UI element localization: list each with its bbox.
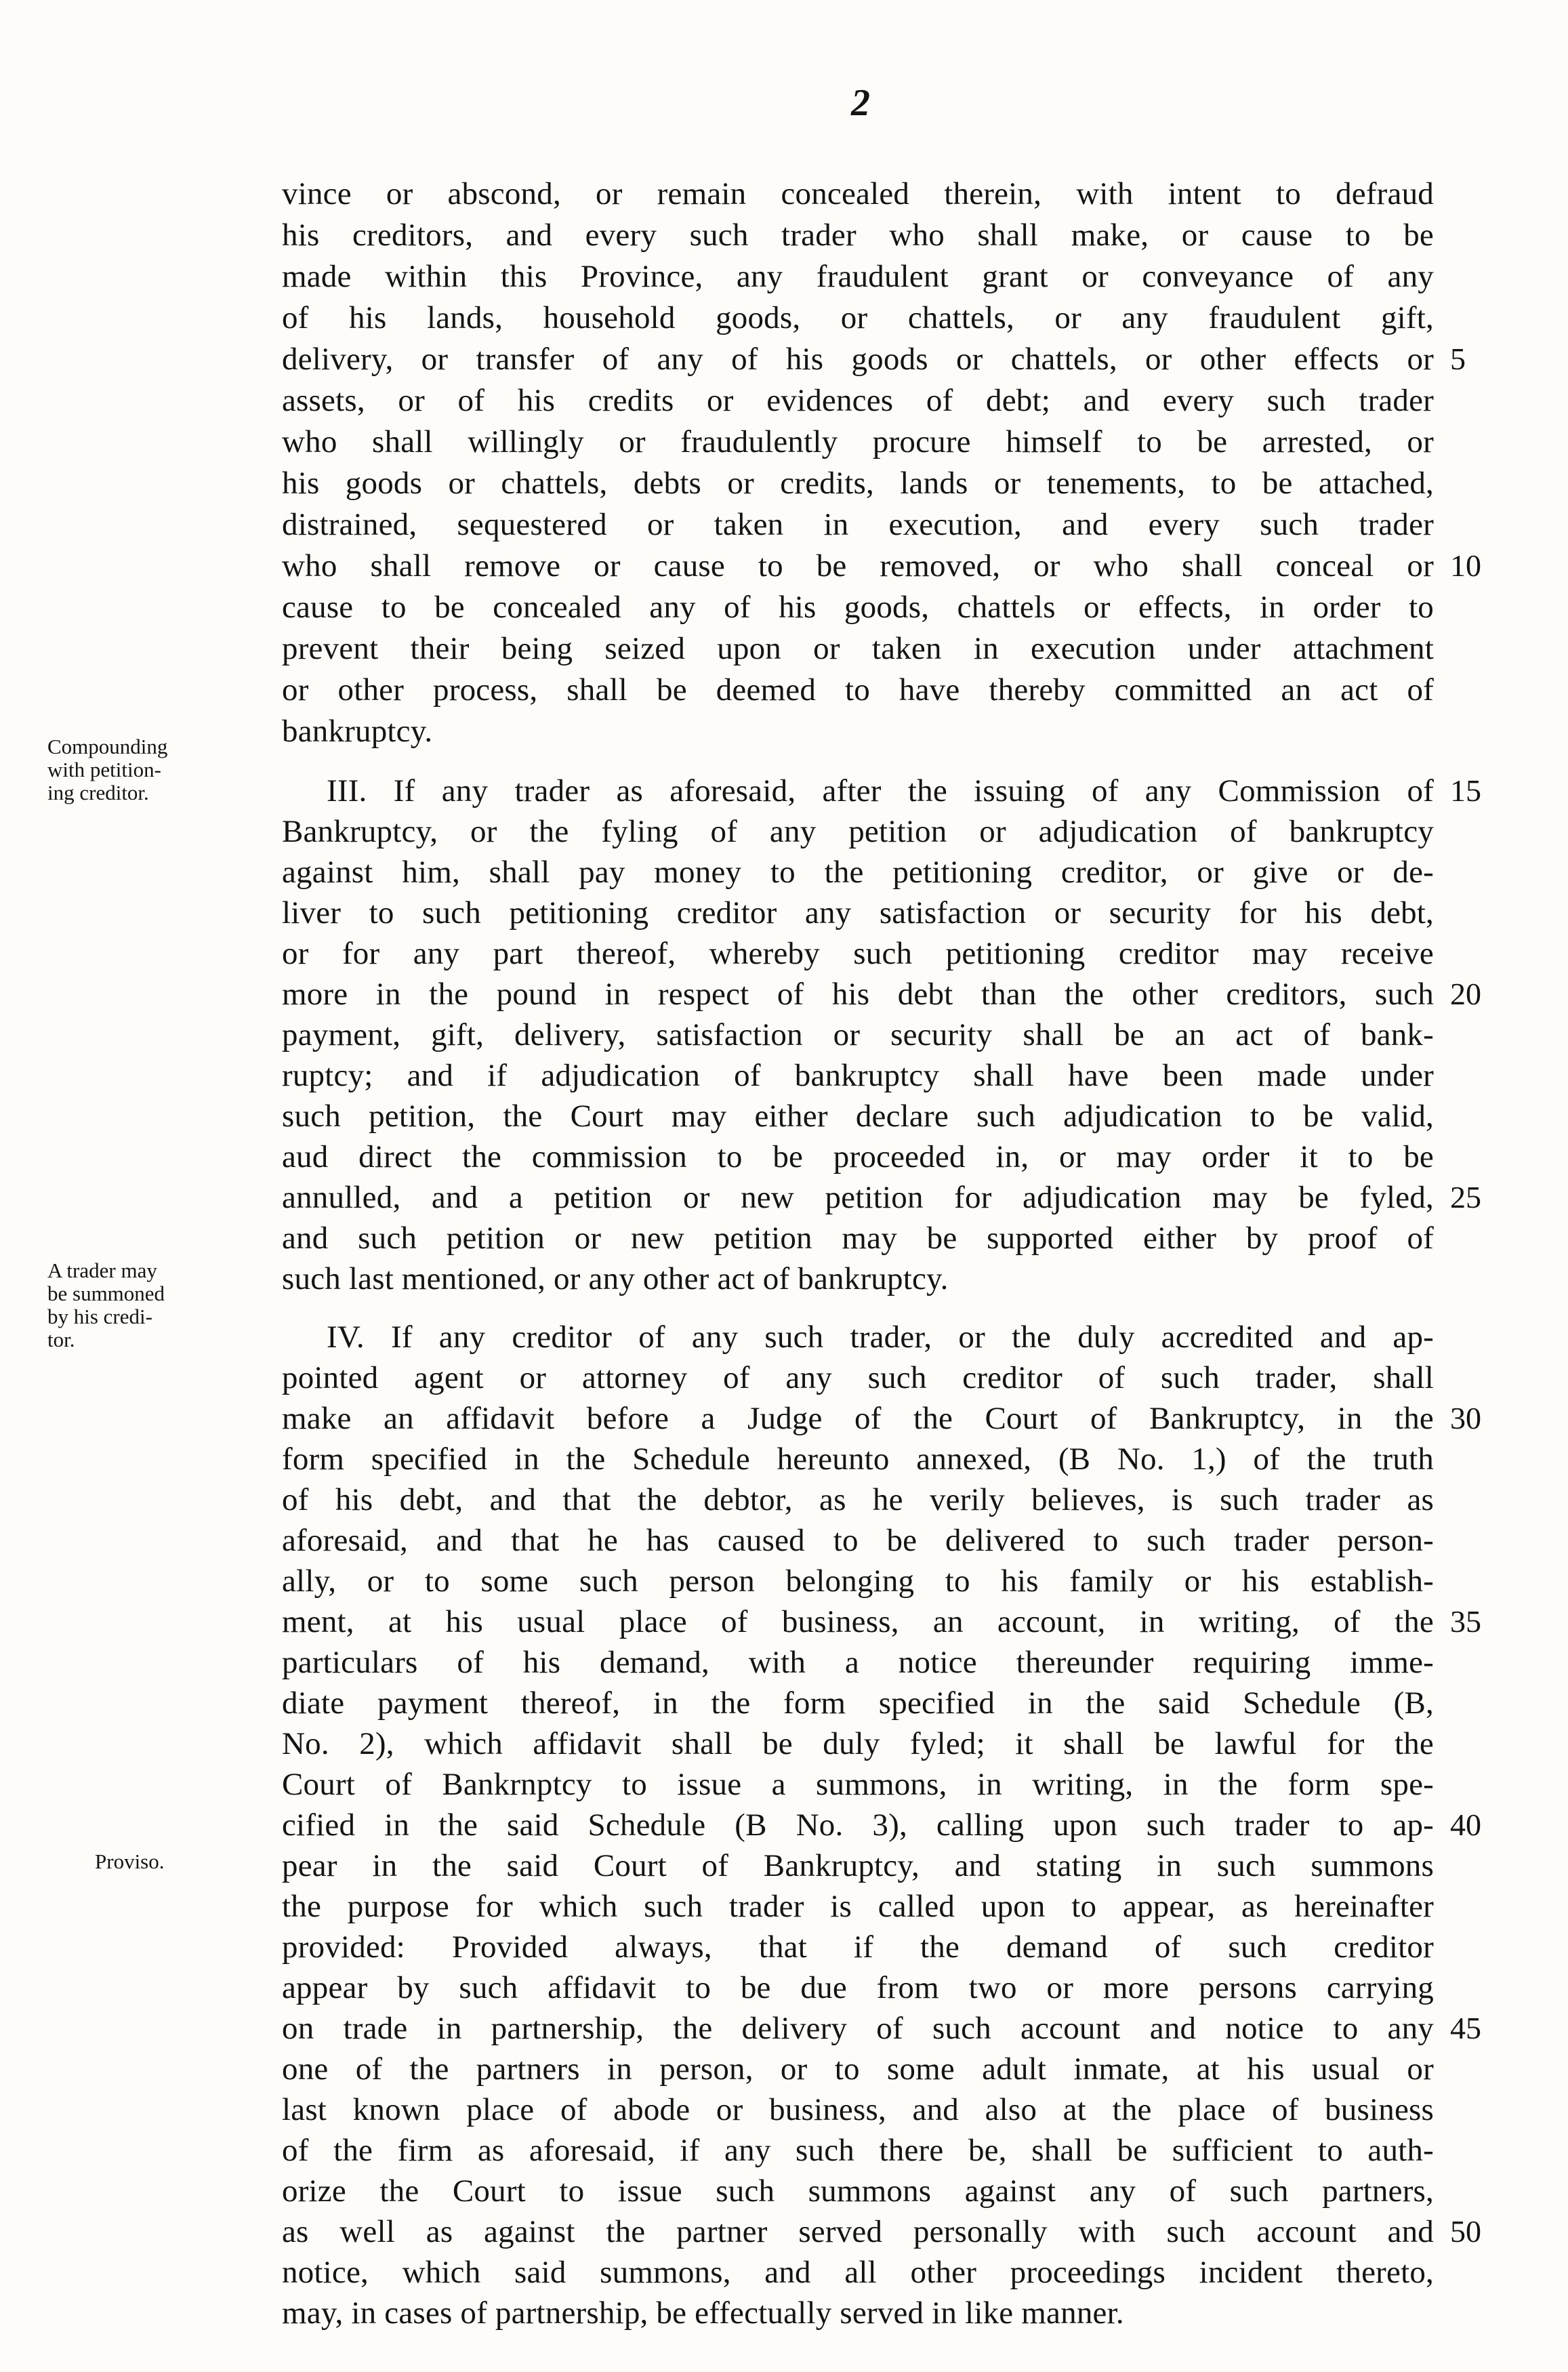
margin-note-proviso <box>95 1850 318 1873</box>
text-line: aud direct the commission to be proceeded in, or may order it to be <box>282 1139 1434 1174</box>
margin-note-line: with petition- <box>47 758 161 781</box>
margin-note-line: A trader may <box>47 1259 157 1282</box>
text-line: and such petition or new petition may be supported either by proof of <box>282 1221 1434 1256</box>
line-number: 25 <box>1450 1180 1481 1214</box>
text-line: on trade in partnership, the delivery of such account and notice to any <box>282 2011 1434 2046</box>
text-line: pear in the said Court of Bankruptcy, and stating in such summons <box>282 1848 1434 1883</box>
text-line: ruptcy; and if adjudication of bankruptcy shall have been made under <box>282 1058 1434 1093</box>
text-line: of the firm as aforesaid, if any such there be, shall be sufficient to auth- <box>282 2133 1434 2168</box>
text-line: IV. If any creditor of any such trader, or the duly accredited and ap- <box>327 1320 1434 1355</box>
text-line: bankruptcy. <box>282 714 433 749</box>
text-line: his goods or chattels, debts or credits, lands or tenements, to be attached, <box>282 466 1434 501</box>
line-number: 30 <box>1450 1401 1481 1435</box>
text-line: liver to such petitioning creditor any satisfaction or security for his debt, <box>282 895 1434 931</box>
page-number: 2 <box>851 82 870 124</box>
text-line: payment, gift, delivery, satisfaction or security shall be an act of bank- <box>282 1017 1434 1052</box>
text-line: annulled, and a petition or new petition for adjudication may be fyled, <box>282 1180 1434 1215</box>
text-line: one of the partners in person, or to some adult inmate, at his usual or <box>282 2051 1434 2087</box>
text-line: orize the Court to issue such summons against any of such partners, <box>282 2173 1434 2209</box>
margin-note-summoned <box>47 1259 271 1351</box>
text-line: as well as against the partner served personally with such account and <box>282 2214 1434 2249</box>
margin-note-line: be summoned <box>47 1282 165 1305</box>
text-line: particulars of his demand, with a notice thereunder requiring imme- <box>282 1645 1434 1680</box>
text-line: prevent their being seized upon or taken in execution under attachment <box>282 631 1434 666</box>
text-line: ally, or to some such person belonging to his family or his establish- <box>282 1563 1434 1599</box>
text-line: of his lands, household goods, or chattels, or any fraudulent gift, <box>282 300 1434 335</box>
text-line: appear by such affidavit to be due from two or more persons carrying <box>282 1970 1434 2005</box>
line-number: 45 <box>1450 2011 1481 2045</box>
text-line: such last mentioned, or any other act of bankruptcy. <box>282 1261 949 1296</box>
text-line: may, in cases of partnership, be effectually served in like manner. <box>282 2295 1124 2331</box>
text-line: last known place of abode or business, and also at the place of business <box>282 2092 1434 2127</box>
text-line: of his debt, and that the debtor, as he verily believes, is such trader as <box>282 1482 1434 1517</box>
text-line: such petition, the Court may either declare such adjudication to be valid, <box>282 1099 1434 1134</box>
text-line: or other process, shall be deemed to have thereby committed an act of <box>282 672 1434 708</box>
margin-note-line: tor. <box>47 1328 75 1351</box>
margin-note-line: Compounding <box>47 735 168 758</box>
margin-note-line: by his credi- <box>47 1305 152 1328</box>
text-line: make an affidavit before a Judge of the Court of Bankruptcy, in the <box>282 1401 1434 1436</box>
text-line: the purpose for which such trader is called upon to appear, as hereinafter <box>282 1889 1434 1924</box>
text-line: diate payment thereof, in the form specified in the said Schedule (B, <box>282 1685 1434 1721</box>
line-number: 20 <box>1450 977 1481 1011</box>
line-number: 5 <box>1450 342 1466 376</box>
line-number: 35 <box>1450 1604 1481 1639</box>
text-line: form specified in the Schedule hereunto annexed, (B No. 1,) of the truth <box>282 1441 1434 1477</box>
text-line: who shall willingly or fraudulently procure himself to be arrested, or <box>282 424 1434 459</box>
text-line: No. 2), which affidavit shall be duly fyled; it shall be lawful for the <box>282 1726 1434 1761</box>
text-line: his creditors, and every such trader who shall make, or cause to be <box>282 218 1434 253</box>
line-number: 15 <box>1450 773 1481 808</box>
text-line: Bankruptcy, or the fyling of any petition or adjudication of bankruptcy <box>282 814 1434 849</box>
text-line: against him, shall pay money to the petitioning creditor, or give or de- <box>282 855 1434 890</box>
text-line: delivery, or transfer of any of his goods or chattels, or other effects or <box>282 342 1434 377</box>
text-line: ment, at his usual place of business, an account, in writing, of the <box>282 1604 1434 1639</box>
line-number: 40 <box>1450 1807 1481 1842</box>
text-line: Court of Bankrnptcy to issue a summons, in writing, in the form spe- <box>282 1767 1434 1802</box>
text-line: assets, or of his credits or evidences of debt; and every such trader <box>282 383 1434 418</box>
text-line: vince or abscond, or remain concealed therein, with intent to defraud <box>282 176 1434 211</box>
text-line: or for any part thereof, whereby such petitioning creditor may receive <box>282 936 1434 971</box>
text-line: pointed agent or attorney of any such creditor of such trader, shall <box>282 1360 1434 1395</box>
line-number: 10 <box>1450 548 1481 583</box>
margin-note-line: Proviso. <box>95 1849 165 1873</box>
text-line: notice, which said summons, and all other proceedings incident thereto, <box>282 2255 1434 2290</box>
text-line: distrained, sequestered or taken in execution, and every such trader <box>282 507 1434 542</box>
text-line: who shall remove or cause to be removed, or who shall conceal or <box>282 548 1434 584</box>
text-line: aforesaid, and that he has caused to be delivered to such trader person- <box>282 1523 1434 1558</box>
text-line: cified in the said Schedule (B No. 3), calling upon such trader to ap- <box>282 1807 1434 1843</box>
margin-note-compounding <box>47 735 271 804</box>
margin-note-line: ing creditor. <box>47 781 149 804</box>
text-line: III. If any trader as aforesaid, after the issuing of any Commission of <box>327 773 1434 809</box>
line-number: 50 <box>1450 2214 1481 2249</box>
text-line: made within this Province, any fraudulent grant or conveyance of any <box>282 259 1434 294</box>
text-line: more in the pound in respect of his debt than the other creditors, such <box>282 977 1434 1012</box>
text-line: cause to be concealed any of his goods, chattels or effects, in order to <box>282 590 1434 625</box>
text-line: provided: Provided always, that if the demand of such creditor <box>282 1929 1434 1965</box>
